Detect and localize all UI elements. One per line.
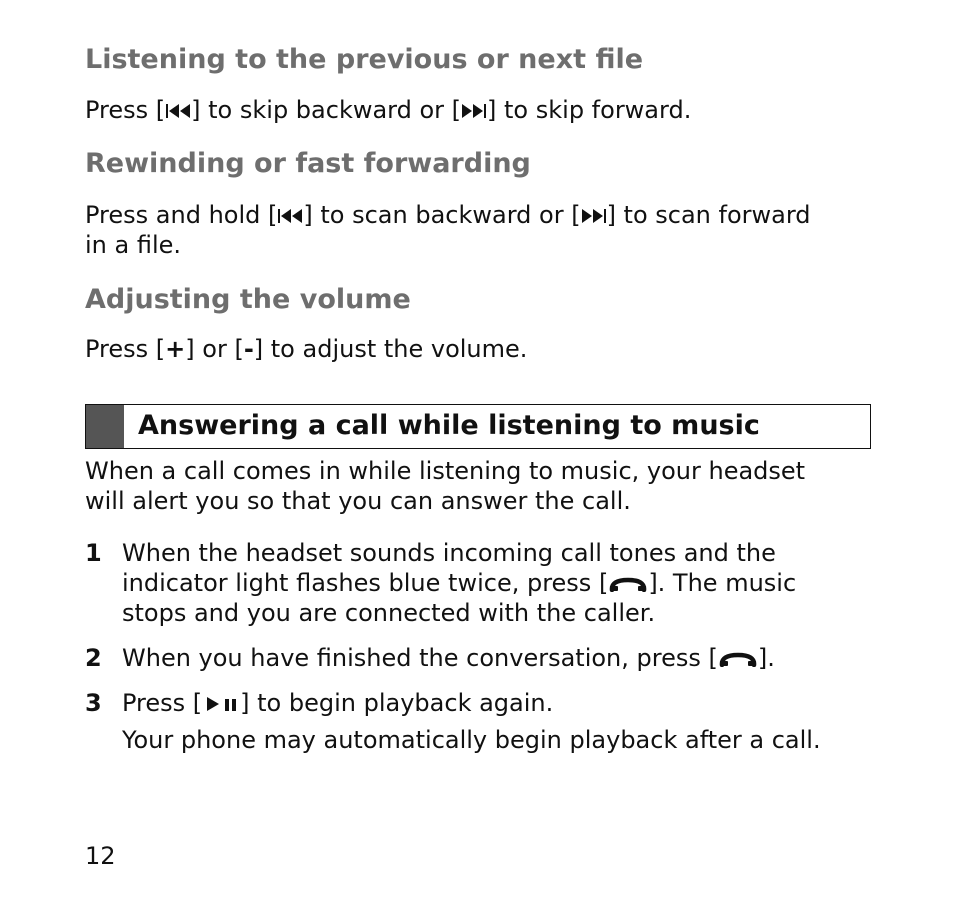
call-key-icon [718, 651, 758, 667]
step-number: 3 [85, 689, 102, 717]
text-segment: Press and hold [ [85, 201, 278, 229]
text-line: stops and you are connected with the caller. [122, 599, 656, 627]
text-segment: ] to adjust the volume. [253, 335, 528, 363]
heading-adjust-volume: Adjusting the volume [85, 284, 411, 315]
text-segment: indicator light flashes blue twice, press [ [122, 569, 609, 597]
text-segment: ] to begin playback again. [240, 689, 554, 717]
text-segment: ]. The music [648, 569, 797, 597]
text-segment: Press [ [85, 96, 166, 124]
text-segment: Press [ [85, 335, 166, 363]
answering-intro [85, 456, 805, 516]
call-key-icon [608, 576, 648, 592]
step-number: 2 [85, 644, 102, 672]
skip-previous-icon [165, 103, 191, 119]
heading-previous-next: Listening to the previous or next file [85, 44, 644, 75]
text-segment: When you have finished the conversation, press [ [122, 644, 718, 672]
paragraph-adjust-volume [85, 334, 527, 364]
step-1-text [122, 538, 796, 628]
text-segment: ] to scan backward or [ [303, 201, 581, 229]
volume-down-key: - [243, 335, 254, 363]
heading-rewind-fast-forward: Rewinding or fast forwarding [85, 148, 531, 179]
text-line: When the headset sounds incoming call tones and the [122, 539, 776, 567]
text-line: will alert you so that you can answer the call. [85, 487, 631, 515]
paragraph-rewind-fast-forward [85, 200, 811, 260]
step-3-note: Your phone may automatically begin playback after a call. [122, 726, 821, 754]
volume-up-key: + [165, 335, 186, 363]
text-segment: in a file. [85, 231, 182, 259]
step-number: 1 [85, 539, 102, 567]
text-segment: ] to skip backward or [ [191, 96, 462, 124]
step-3-text [122, 688, 553, 718]
section-title: Answering a call while listening to music [138, 410, 760, 441]
step-2-text [122, 643, 775, 673]
text-segment: ] to skip forward. [487, 96, 692, 124]
section-header-answering-call [85, 404, 871, 449]
text-segment: ]. [757, 644, 775, 672]
skip-previous-icon [277, 208, 303, 224]
section-marker-bar [86, 405, 124, 448]
page-number: 12 [85, 842, 116, 870]
play-pause-icon [202, 696, 240, 712]
paragraph-previous-next [85, 95, 691, 125]
text-segment: ] to scan forward [606, 201, 811, 229]
skip-next-icon [581, 208, 607, 224]
skip-next-icon [461, 103, 487, 119]
text-segment: ] or [ [185, 335, 244, 363]
text-segment: Press [ [122, 689, 203, 717]
text-line: When a call comes in while listening to music, your headset [85, 457, 806, 485]
